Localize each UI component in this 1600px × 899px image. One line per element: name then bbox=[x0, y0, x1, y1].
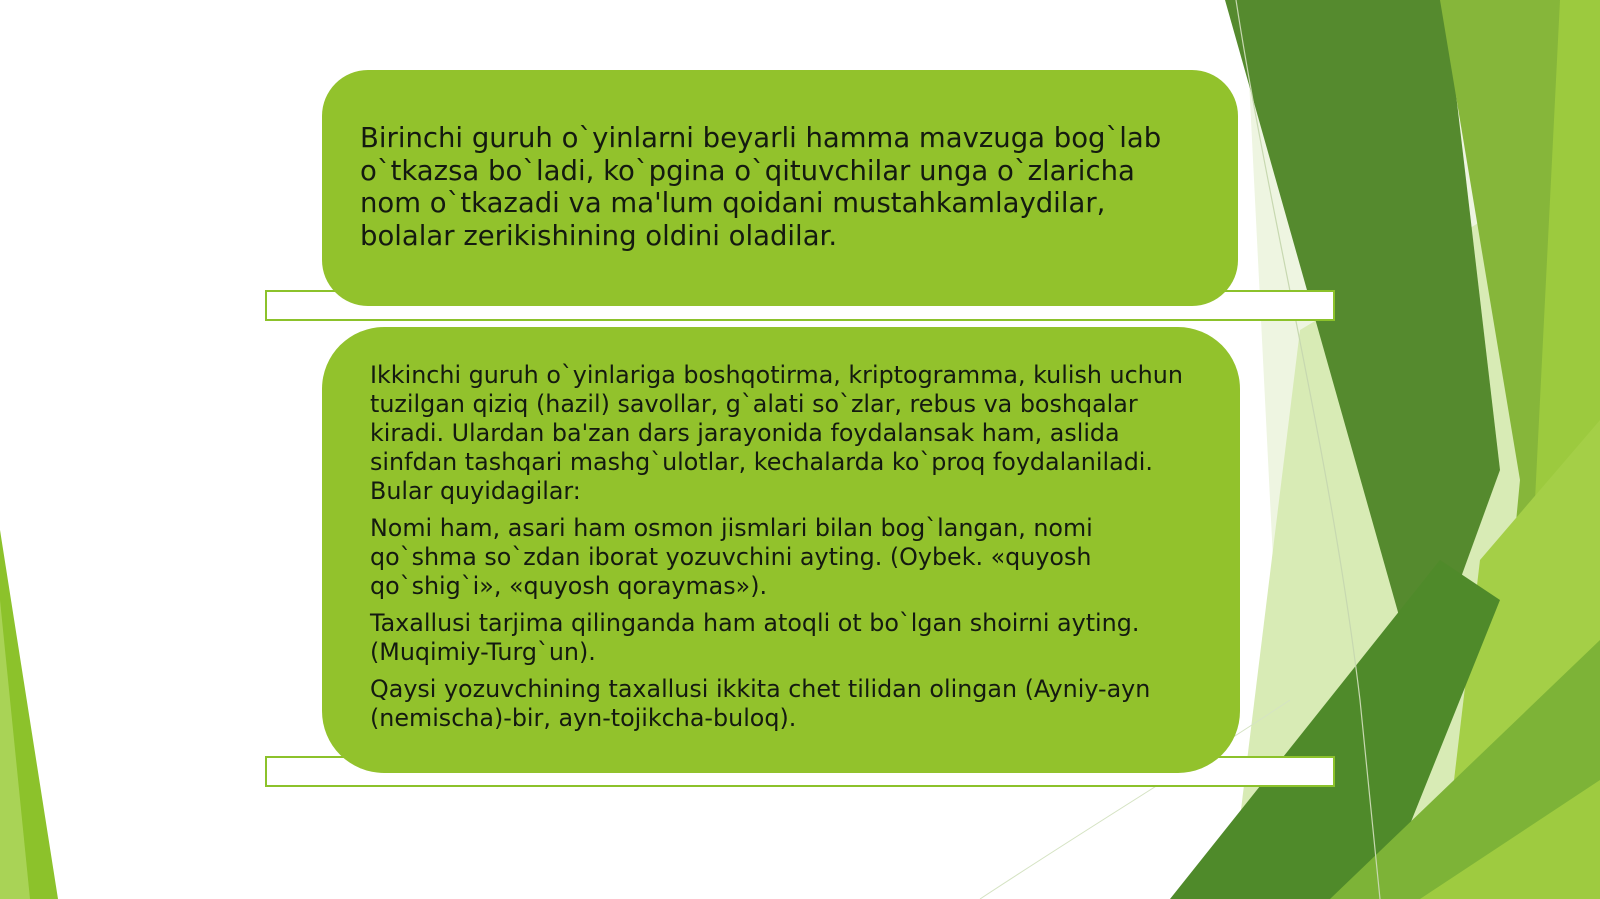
text-block-2-paragraph-4: Qaysi yozuvchining taxallusi ikkita chet tilidan olingan (Ayniy-ayn (nemischa)-bir, ayn-tojikcha-buloq). bbox=[370, 675, 1151, 732]
text-block-1-paragraph: Birinchi guruh o`yinlarni beyarli hamma mavzuga bog`lab o`tkazsa bo`ladi, ko`pgina o`qituvchilar unga o`zlaricha nom o`tkazadi va ma'lum qoidani mustahkamlaydilar, bolalar zerikishining oldini oladilar. bbox=[360, 122, 1162, 252]
text-block-2 bbox=[322, 327, 1240, 773]
text-block-2-paragraph-3: Taxallusi tarjima qilinganda ham atoqli ot bo`lgan shoirni ayting. (Muqimiy-Turg`un). bbox=[370, 609, 1140, 666]
text-block-1 bbox=[322, 70, 1238, 306]
text-block-2-paragraph-2: Nomi ham, asari ham osmon jismlari bilan bog`langan, nomi qo`shma so`zdan iborat yozuvchini ayting. (Oybek. «quyosh qo`shig`i», «quyosh qoraymas»). bbox=[370, 514, 1093, 600]
text-block-2-paragraph-1: Ikkinchi guruh o`yinlariga boshqotirma, kriptogramma, kulish uchun tuzilgan qiziq (hazil) savollar, g`alati so`zlar, rebus va boshqalar kiradi. Ulardan ba'zan dars jarayonida foydalansak ham, aslida sinfdan tashqari mashg`ulotlar, kechalarda ko`proq foydalaniladi. Bular quyidagilar: bbox=[370, 361, 1183, 505]
